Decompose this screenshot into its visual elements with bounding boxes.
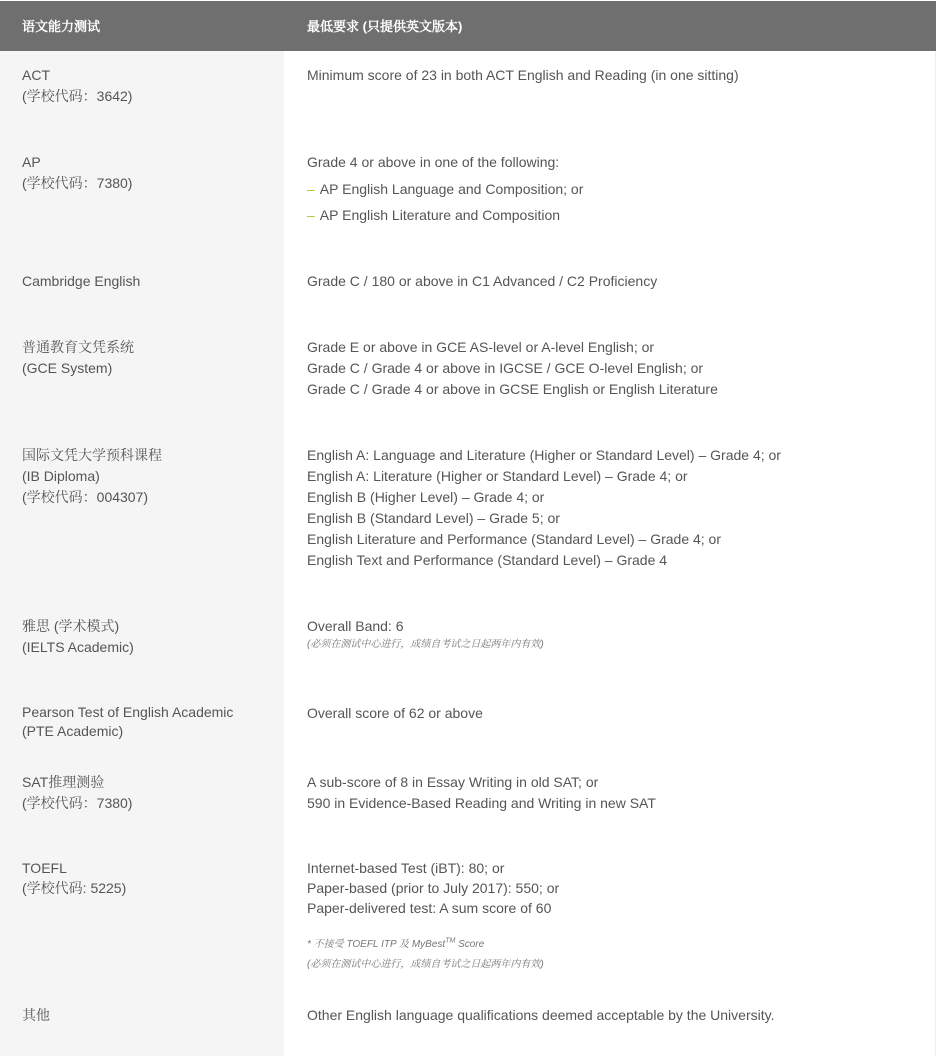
requirement-line: Other English language qualifications deemed acceptable by the University. — [307, 1007, 775, 1023]
test-name-line: 普通教育文凭系统 — [22, 339, 134, 355]
requirement-line: English Literature and Performance (Standard Level) – Grade 4; or — [307, 531, 722, 547]
bullet-text: AP English Literature and Composition — [319, 207, 561, 223]
test-code-line: (学校代码：7380) — [22, 175, 133, 191]
dash-bullet-icon: – — [307, 207, 315, 223]
test-name — [22, 445, 277, 508]
note-text: * 不接受 TOEFL ITP 及 MyBest — [307, 939, 446, 950]
test-name-line: 国际文凭大学预科课程 — [22, 447, 162, 463]
test-name — [22, 858, 277, 898]
test-name-line: SAT推理测验 — [22, 774, 105, 790]
test-code-line: (学校代码：3642) — [22, 88, 133, 104]
test-code-line: (学校代码: 5225) — [22, 880, 127, 896]
requirement-note: (必须在测试中心进行，成绩自考试之日起两年内有效) — [307, 959, 544, 970]
requirement-line: Overall score of 62 or above — [307, 705, 483, 721]
requirement — [307, 445, 927, 571]
test-name-line: TOEFL — [22, 860, 67, 876]
requirement-note — [307, 938, 927, 952]
requirement — [307, 772, 927, 814]
requirement — [307, 1005, 927, 1026]
requirement-line: Internet-based Test (iBT): 80; or — [307, 860, 505, 876]
bullet-item — [307, 179, 927, 200]
requirement — [307, 271, 927, 292]
left-column-background — [0, 51, 284, 1056]
test-name-line: (IELTS Academic) — [22, 639, 134, 655]
requirement-line: English B (Higher Level) – Grade 4; or — [307, 489, 545, 505]
test-name — [22, 337, 277, 379]
test-name-line: ACT — [22, 67, 50, 83]
test-name-line: (IB Diploma) — [22, 468, 100, 484]
test-name — [22, 271, 277, 292]
requirement-line: English B (Standard Level) – Grade 5; or — [307, 510, 560, 526]
requirement-line: Minimum score of 23 in both ACT English and Reading (in one sitting) — [307, 67, 739, 83]
requirement-line: English A: Literature (Higher or Standard Level) – Grade 4; or — [307, 468, 688, 484]
requirement-line: Grade C / 180 or above in C1 Advanced / C2 Proficiency — [307, 273, 658, 289]
test-name-line: AP — [22, 154, 41, 170]
test-name — [22, 65, 277, 107]
requirement-line: Paper-delivered test: A sum score of 60 — [307, 900, 552, 916]
requirement-line: Grade C / Grade 4 or above in GCSE English or English Literature — [307, 381, 718, 397]
test-name-line: (GCE System) — [22, 360, 113, 376]
requirement — [307, 703, 927, 724]
table-header — [0, 1, 936, 51]
test-name — [22, 152, 277, 194]
requirement-line: Grade E or above in GCE AS-level or A-level English; or — [307, 339, 655, 355]
requirement-line: A sub-score of 8 in Essay Writing in old SAT; or — [307, 774, 599, 790]
trademark-superscript: TM — [445, 937, 456, 945]
test-code-line: (学校代码：004307) — [22, 489, 149, 505]
bullet-text: AP English Language and Composition; or — [319, 181, 584, 197]
test-name-line: Pearson Test of English Academic — [22, 704, 234, 720]
requirement-line: Grade C / Grade 4 or above in IGCSE / GCE O-level English; or — [307, 360, 704, 376]
header-requirement-column: 最低要求 (只提供英文版本) — [307, 19, 463, 34]
requirement — [307, 65, 927, 86]
test-name-line: 雅思 (学术模式) — [22, 618, 120, 634]
requirement-line: Grade 4 or above in one of the following: — [307, 154, 560, 170]
test-name-line: (PTE Academic) — [22, 723, 124, 739]
test-name — [22, 1005, 277, 1026]
note-text: Score — [455, 939, 485, 950]
requirement — [307, 858, 927, 972]
test-name — [22, 616, 277, 658]
dash-bullet-icon: – — [307, 181, 315, 197]
test-name-line: 其他 — [22, 1007, 50, 1023]
requirement-note: (必须在测试中心进行，成绩自考试之日起两年内有效) — [307, 639, 544, 650]
header-test-column: 语文能力测试 — [22, 19, 101, 34]
test-code-line: (学校代码：7380) — [22, 795, 133, 811]
test-name-line: Cambridge English — [22, 273, 141, 289]
test-name — [22, 772, 277, 814]
requirement-line: Overall Band: 6 — [307, 618, 404, 634]
requirement-line: English A: Language and Literature (Higher or Standard Level) – Grade 4; or — [307, 447, 781, 463]
requirement — [307, 616, 927, 652]
requirement — [307, 337, 927, 400]
bullet-item — [307, 205, 927, 226]
requirement-line: English Text and Performance (Standard Level) – Grade 4 — [307, 552, 668, 568]
test-name — [22, 703, 277, 741]
requirement-line: Paper-based (prior to July 2017): 550; or — [307, 880, 560, 896]
requirement-line: 590 in Evidence-Based Reading and Writing in new SAT — [307, 795, 656, 811]
requirement — [307, 152, 927, 226]
